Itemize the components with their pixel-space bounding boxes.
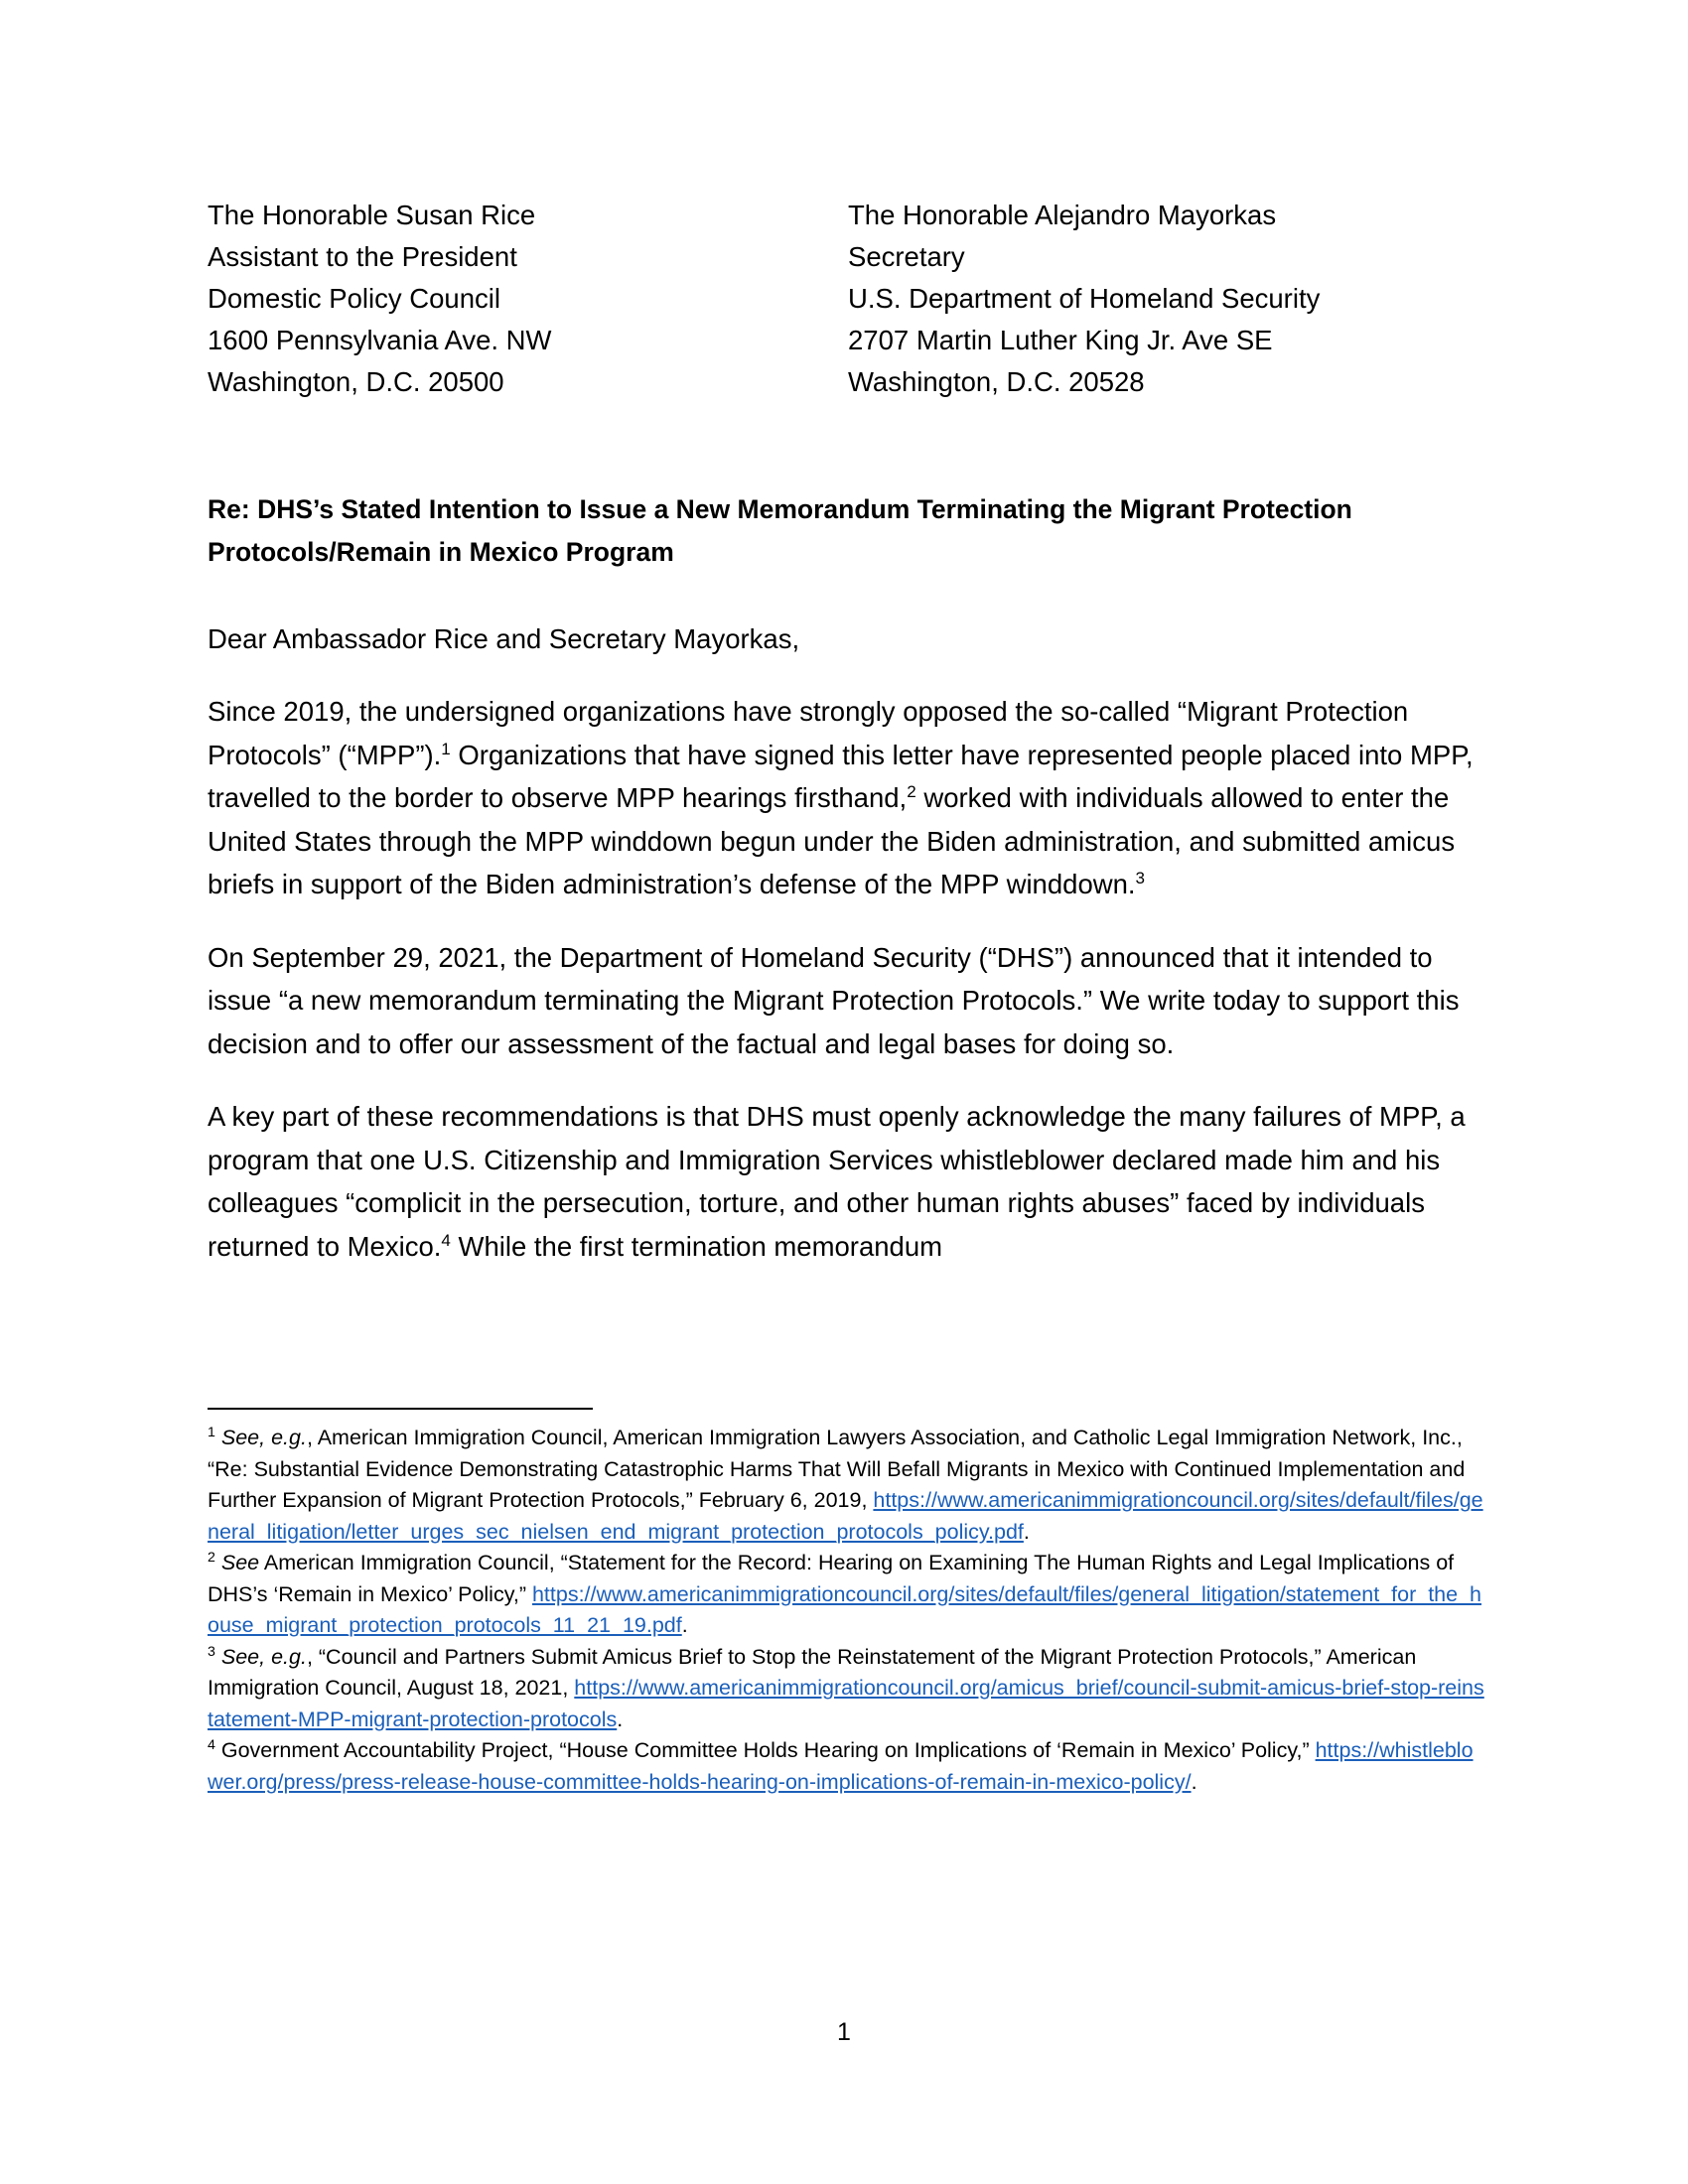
footnote-italic-lead: See, e.g.: [220, 1426, 307, 1449]
address-block: [208, 195, 1488, 403]
address-line: Domestic Policy Council: [208, 283, 500, 314]
footnote-marker-4[interactable]: 4: [441, 1230, 451, 1250]
footnote-marker-1[interactable]: 1: [441, 739, 451, 758]
footnote-link[interactable]: https://www.americanimmigrationcouncil.org/sites/default/files/general_litigation/letter_urges_sec_nielsen_end_migrant_protection_protocols_policy.pdf: [208, 1488, 1483, 1544]
address-line: The Honorable Susan Rice: [208, 200, 536, 230]
paragraph-text: While the first termination memorandum: [450, 1230, 943, 1262]
footnote-italic-lead: See: [220, 1551, 260, 1574]
paragraph-text: Since 2019, the undersigned organizations have strongly opposed the so-called “Migrant Protection Protocols” (“MPP”).: [208, 696, 1409, 770]
footnote-number: 4: [208, 1736, 215, 1753]
footnote-text: .: [1023, 1519, 1030, 1544]
footnote-number: 3: [208, 1643, 215, 1660]
footnote-separator-rule: [208, 1408, 593, 1410]
address-line: 1600 Pennsylvania Ave. NW: [208, 325, 552, 355]
subject-line: Re: DHS’s Stated Intention to Issue a New Memorandum Terminating the Migrant Protection Protocols/Remain in Mexico Program: [208, 494, 1352, 567]
salutation: Dear Ambassador Rice and Secretary Mayorkas,: [208, 623, 800, 654]
body-paragraph-1: [208, 690, 1488, 906]
footnote-italic-lead: See, e.g.: [220, 1644, 307, 1669]
body-paragraph-3: [208, 1095, 1488, 1268]
footnote-text: Government Accountability Project, “House Committee Holds Hearing on Implications of ‘Remain in Mexico’ Policy,”: [220, 1738, 1316, 1762]
letter-body: [208, 195, 1488, 1268]
footnote-text: .: [1191, 1769, 1197, 1794]
address-line: Washington, D.C. 20500: [208, 366, 504, 397]
footnote-item: [208, 1642, 1488, 1736]
footnote-item: [208, 1423, 1488, 1548]
footnote-marker-2[interactable]: 2: [907, 781, 916, 801]
paragraph-text: Organizations that have signed this letter have represented people placed into MPP, travelled to the border to observe MPP hearings firsthand,: [208, 739, 1474, 813]
footnote-item: [208, 1735, 1488, 1798]
footnote-text: .: [617, 1706, 624, 1731]
footnote-number: 2: [208, 1549, 215, 1566]
footnote-number: 1: [208, 1424, 215, 1440]
address-line: Assistant to the President: [208, 241, 517, 272]
footnote-link[interactable]: https://whistleblower.org/press/press-release-house-committee-holds-hearing-on-implications-of-remain-in-mexico-policy/: [208, 1738, 1474, 1794]
address-line: Secretary: [848, 241, 965, 272]
paragraph-text: worked with individuals allowed to enter the United States through the MPP winddown begun under the Biden administration, and submitted amicus briefs in support of the Biden administration’s defense of the MPP winddown.: [208, 782, 1456, 899]
body-paragraph-2: On September 29, 2021, the Department of Homeland Security (“DHS”) announced that it intended to issue “a new memorandum terminating the Migrant Protection Protocols.” We write today to support this decision and to offer our assessment of the factual and legal bases for doing so.: [208, 941, 1460, 1059]
address-line: 2707 Martin Luther King Jr. Ave SE: [848, 325, 1273, 355]
recipient-address-right: [848, 195, 1488, 403]
footnote-link[interactable]: https://www.americanimmigrationcouncil.org/amicus_brief/council-submit-amicus-brief-stop-reinstatement-MPP-migrant-protection-protocols: [208, 1676, 1484, 1731]
footnote-text: American Immigration Council, “Statement for the Record: Hearing on Examining The Human Rights and Legal Implications of DHS’s ‘Remain in Mexico’ Policy,”: [208, 1551, 1455, 1606]
page-number: 1: [837, 2018, 851, 2046]
recipient-address-left: [208, 195, 848, 403]
address-line: U.S. Department of Homeland Security: [848, 283, 1321, 314]
paragraph-text: A key part of these recommendations is that DHS must openly acknowledge the many failures of MPP, a program that one U.S. Citizenship and Immigration Services whistleblower declared made him and his colleagues “complicit in the persecution, torture, and other human rights abuses” faced by individuals returned to Mexico.: [208, 1101, 1466, 1262]
footnote-text: , “Council and Partners Submit Amicus Brief to Stop the Reinstatement of the Migrant Protection Protocols,” American Immigration Council, August 18, 2021,: [208, 1644, 1417, 1700]
footnote-marker-3[interactable]: 3: [1135, 868, 1146, 887]
address-line: The Honorable Alejandro Mayorkas: [848, 200, 1277, 230]
footnote-link[interactable]: https://www.americanimmigrationcouncil.org/sites/default/files/general_litigation/statement_for_the_house_migrant_protection_protocols_11_21_19.pdf: [208, 1581, 1482, 1637]
footnote-item: [208, 1548, 1488, 1642]
footnote-text: .: [681, 1613, 688, 1637]
footnote-text: , American Immigration Council, American Immigration Lawyers Association, and Catholic Legal Immigration Network, Inc., “Re: Substantial Evidence Demonstrating Catastrophic Harms That Will Befall Migrants in Mexico with Continued Implementation and Further Expansion of Migrant Protection Protocols,” February 6, 2019,: [208, 1426, 1466, 1512]
address-line: Washington, D.C. 20528: [848, 366, 1145, 397]
footnote-list: [208, 1423, 1488, 1798]
footnote-zone: [208, 1408, 1488, 1798]
